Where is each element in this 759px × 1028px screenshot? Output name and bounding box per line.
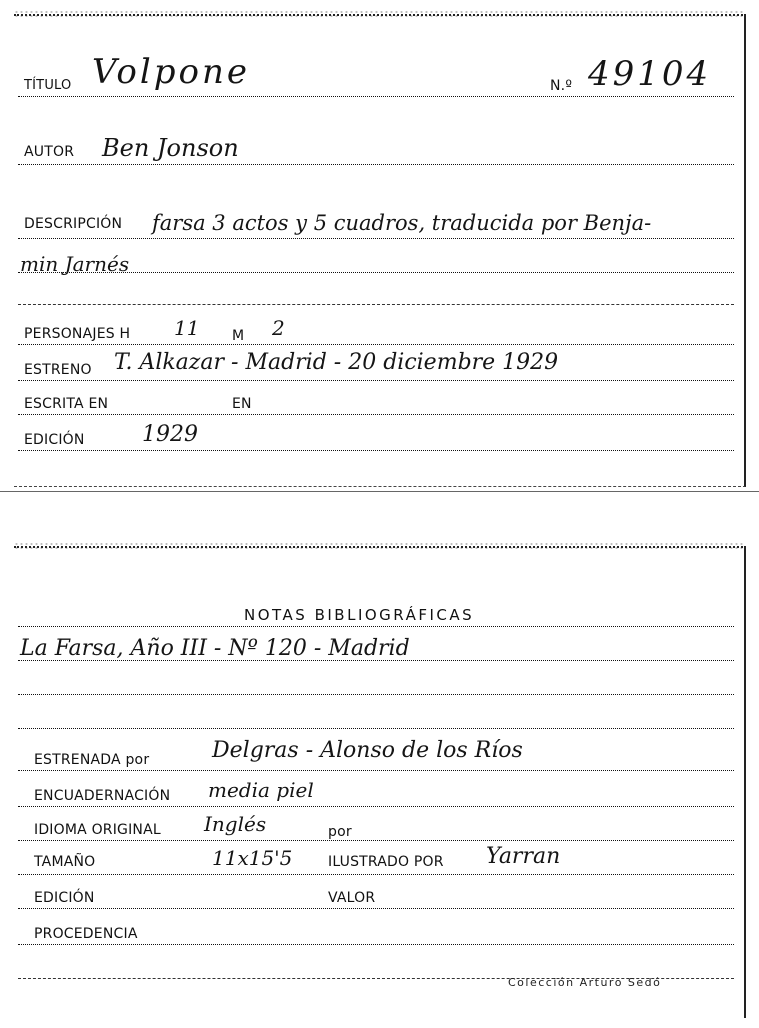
personajes-h-label: PERSONAJES H xyxy=(24,326,131,342)
rule-personajes xyxy=(18,344,734,345)
catalog-card-top xyxy=(14,14,746,487)
rule-edicion2 xyxy=(18,908,734,909)
card-bottom-edge xyxy=(14,542,744,550)
estreno-value: T. Alkazar - Madrid - 20 diciembre 1929 xyxy=(114,350,559,375)
rule-autor xyxy=(18,164,734,165)
rule-edicion xyxy=(18,450,734,451)
titulo-label: TÍTULO xyxy=(24,78,72,93)
autor-value: Ben Jonson xyxy=(102,134,239,162)
descripcion-value-line1: farsa 3 actos y 5 cuadros, traducida por Benja- xyxy=(152,211,652,235)
numero-label: N.º xyxy=(550,78,573,94)
edicion-value: 1929 xyxy=(142,422,198,447)
titulo-value: Volpone xyxy=(92,52,251,92)
tamano-label: TAMAÑO xyxy=(34,854,96,870)
notas-heading: NOTAS BIBLIOGRÁFICAS xyxy=(244,606,475,624)
rule-titulo xyxy=(18,96,734,97)
edicion-label: EDICIÓN xyxy=(24,432,85,448)
encuadernacion-label: ENCUADERNACIÓN xyxy=(34,788,171,804)
ilustrado-label: ILUSTRADO POR xyxy=(328,854,444,870)
idioma-label: IDIOMA ORIGINAL xyxy=(34,822,161,838)
ilustrado-value: Yarran xyxy=(486,844,561,869)
personajes-m-value: 2 xyxy=(272,316,285,340)
coleccion-stamp: Colección Arturo Sedó xyxy=(508,976,662,989)
rule-notas-2 xyxy=(18,694,734,695)
rule-estreno xyxy=(18,380,734,381)
edicion2-label: EDICIÓN xyxy=(34,890,95,906)
catalog-card-bottom xyxy=(14,546,746,1018)
rule-notas-1 xyxy=(18,660,734,661)
valor-label: VALOR xyxy=(328,890,376,906)
rule-notas-3 xyxy=(18,728,734,729)
card-separator xyxy=(0,491,759,492)
encuadernacion-value: media piel xyxy=(208,778,314,802)
por-label: por xyxy=(328,824,352,840)
card-top-edge xyxy=(14,10,744,18)
descripcion-label: DESCRIPCIÓN xyxy=(24,216,123,232)
rule-descripcion-1 xyxy=(18,238,734,239)
rule-descripcion-3 xyxy=(18,304,734,305)
estreno-label: ESTRENO xyxy=(24,362,92,378)
rule-heading xyxy=(18,626,734,627)
personajes-m-label: M xyxy=(232,328,245,344)
escrita-en-label: ESCRITA EN xyxy=(24,396,109,412)
rule-procedencia xyxy=(18,944,734,945)
escrita-en-second-label: EN xyxy=(232,396,252,412)
rule-descripcion-2 xyxy=(18,272,734,273)
notas-value: La Farsa, Año III - Nº 120 - Madrid xyxy=(20,636,410,661)
numero-value: 49104 xyxy=(588,54,712,94)
idioma-value: Inglés xyxy=(204,812,267,836)
tamano-value: 11x15'5 xyxy=(212,846,293,870)
descripcion-value-line2: min Jarnés xyxy=(20,252,130,276)
autor-label: AUTOR xyxy=(24,144,75,160)
rule-encuadernacion xyxy=(18,806,734,807)
procedencia-label: PROCEDENCIA xyxy=(34,926,138,942)
estrenada-value: Delgras - Alonso de los Ríos xyxy=(212,738,523,763)
personajes-h-value: 11 xyxy=(174,316,200,340)
rule-idioma xyxy=(18,840,734,841)
estrenada-label: ESTRENADA por xyxy=(34,752,150,768)
rule-tamano xyxy=(18,874,734,875)
rule-estrenada xyxy=(18,770,734,771)
rule-escrita xyxy=(18,414,734,415)
